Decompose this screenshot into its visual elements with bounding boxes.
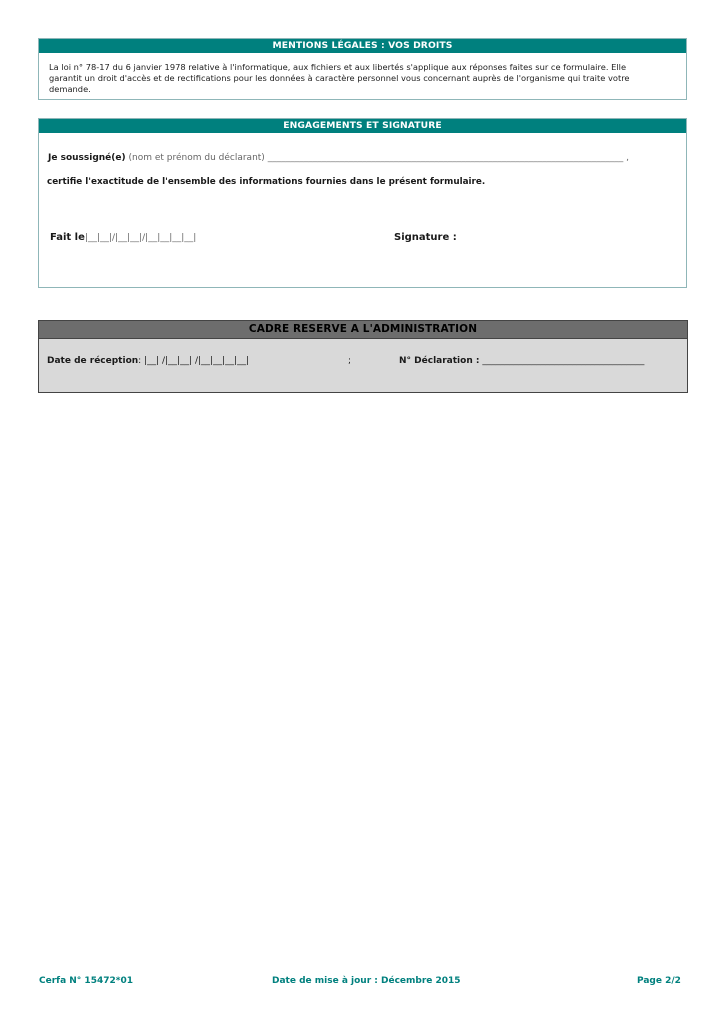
declarant-comma: , (626, 153, 629, 163)
administration-title: CADRE RESERVE A L'ADMINISTRATION (39, 321, 687, 339)
legal-notice-section (38, 38, 687, 100)
declarant-name-field[interactable]: _______________________________________________________________________________ (267, 153, 624, 163)
declaration-number-label: N° Déclaration : (399, 356, 480, 366)
declaration-number-field[interactable]: ____________________________________ (482, 356, 645, 366)
legal-notice-title: MENTIONS LÉGALES : VOS DROITS (39, 39, 686, 53)
declaration-number-row (399, 356, 644, 366)
certification-statement: certifie l'exactitude de l'ensemble des informations fournies dans le présent formulaire. (47, 177, 486, 187)
reception-date-label: Date de réception (47, 356, 139, 366)
declarant-hint: (nom et prénom du déclarant) (128, 153, 265, 163)
reception-date-field[interactable]: : |__| /|__|__| /|__|__|__|__| (138, 356, 250, 366)
reception-date-row (47, 356, 249, 366)
administration-section (38, 320, 688, 393)
fait-le-label: Fait le (50, 232, 85, 243)
signature-label: Signature : (394, 232, 457, 243)
reception-semicolon: ; (348, 356, 352, 366)
footer-cerfa-number: Cerfa N° 15472*01 (39, 976, 133, 986)
legal-notice-text (39, 53, 686, 95)
fait-le-date-field[interactable]: |__|__|/|__|__|/|__|__|__|__| (84, 233, 197, 243)
signature-area[interactable] (469, 223, 669, 273)
declarant-label: Je soussigné(e) (48, 153, 126, 163)
engagement-signature-section (38, 118, 687, 288)
footer-page-number: Page 2/2 (637, 976, 681, 986)
legal-notice-line-2: garantit un droit d'accès et de rectifications pour les données à caractère personnel vous concernant auprès de l'organisme qui traite votre (49, 73, 630, 83)
footer-update-date: Date de mise à jour : Décembre 2015 (272, 976, 461, 986)
engagement-title: ENGAGEMENTS ET SIGNATURE (39, 119, 686, 133)
date-row (50, 232, 196, 243)
legal-notice-line-3: demande. (49, 84, 91, 94)
declarant-name-row (48, 153, 629, 163)
legal-notice-line-1: La loi n° 78-17 du 6 janvier 1978 relative à l'informatique, aux fichiers et aux libertés s'applique aux réponses faites sur ce formulaire. Elle (49, 62, 627, 72)
